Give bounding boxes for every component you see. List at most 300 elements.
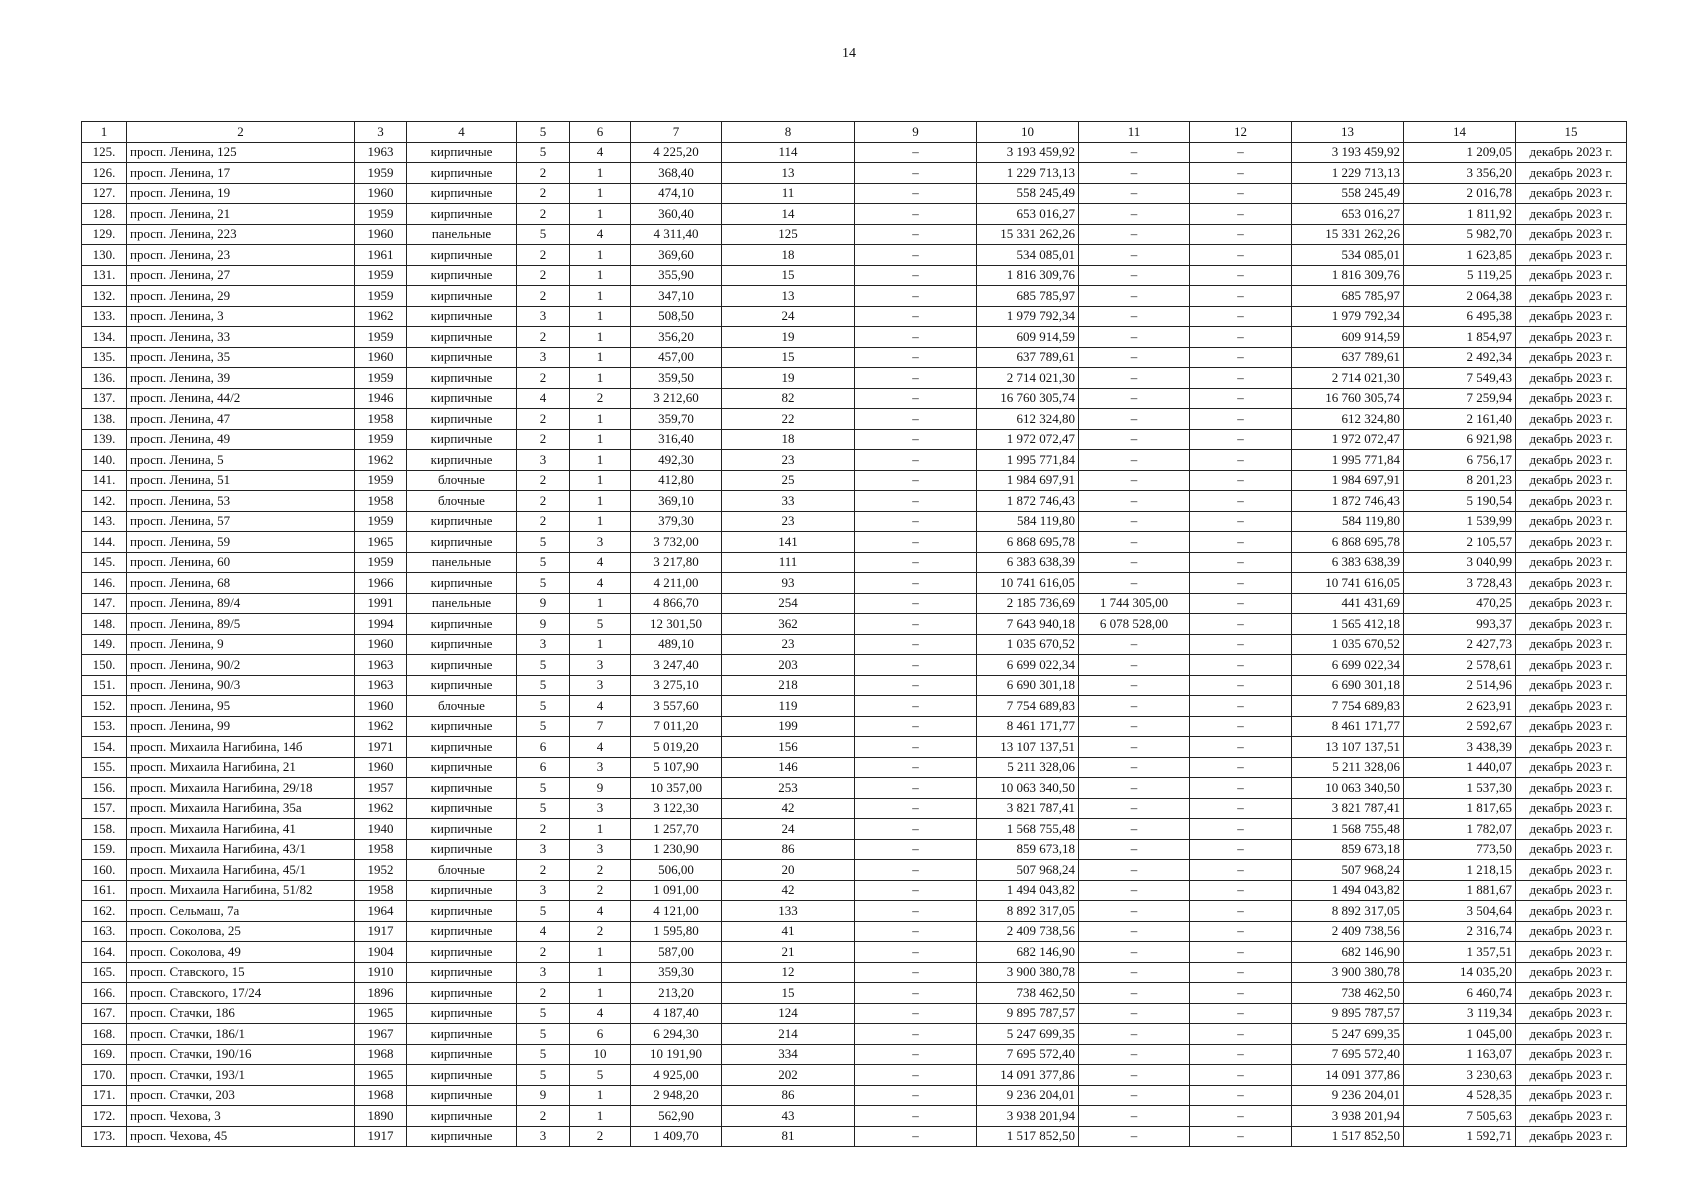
table-cell-col-15: декабрь 2023 г.	[1516, 224, 1627, 245]
table-cell-col-11: –	[1079, 347, 1190, 368]
table-cell-col-12: –	[1190, 634, 1292, 655]
table-row	[82, 224, 1627, 245]
table-cell-col-10: 2 714 021,30	[977, 368, 1079, 389]
table-cell-col-4: кирпичные	[407, 286, 517, 307]
table-cell-col-14: 3 230,63	[1404, 1065, 1516, 1086]
table-cell-col-13: 9 895 787,57	[1292, 1003, 1404, 1024]
column-header-11: 11	[1079, 122, 1190, 143]
table-row	[82, 409, 1627, 430]
table-cell-col-12: –	[1190, 204, 1292, 225]
table-cell-col-15: декабрь 2023 г.	[1516, 429, 1627, 450]
table-cell-col-12: –	[1190, 901, 1292, 922]
page-number: 14	[842, 46, 856, 61]
table-cell-col-9: –	[855, 614, 977, 635]
table-cell-col-11: –	[1079, 388, 1190, 409]
header-row	[82, 122, 1627, 143]
table-cell-col-7: 359,30	[631, 962, 722, 983]
table-cell-col-1: 144.	[82, 532, 127, 553]
table-cell-col-3: 1960	[355, 634, 407, 655]
table-cell-col-2: просп. Ленина, 99	[127, 716, 355, 737]
table-cell-col-13: 2 409 738,56	[1292, 921, 1404, 942]
table-cell-col-12: –	[1190, 142, 1292, 163]
table-cell-col-10: 9 895 787,57	[977, 1003, 1079, 1024]
table-cell-col-15: декабрь 2023 г.	[1516, 655, 1627, 676]
table-cell-col-12: –	[1190, 388, 1292, 409]
table-cell-col-1: 145.	[82, 552, 127, 573]
table-cell-col-12: –	[1190, 286, 1292, 307]
table-cell-col-13: 9 236 204,01	[1292, 1085, 1404, 1106]
table-cell-col-8: 199	[722, 716, 855, 737]
table-cell-col-7: 3 557,60	[631, 696, 722, 717]
table-cell-col-7: 492,30	[631, 450, 722, 471]
table-cell-col-5: 3	[517, 306, 570, 327]
table-row	[82, 429, 1627, 450]
table-cell-col-6: 5	[570, 1065, 631, 1086]
table-cell-col-10: 13 107 137,51	[977, 737, 1079, 758]
table-cell-col-1: 138.	[82, 409, 127, 430]
table-cell-col-12: –	[1190, 614, 1292, 635]
table-cell-col-6: 1	[570, 286, 631, 307]
table-cell-col-5: 2	[517, 368, 570, 389]
table-cell-col-12: –	[1190, 1126, 1292, 1147]
table-row	[82, 1065, 1627, 1086]
table-cell-col-2: просп. Стачки, 186/1	[127, 1024, 355, 1045]
table-cell-col-9: –	[855, 819, 977, 840]
table-cell-col-7: 369,10	[631, 491, 722, 512]
table-cell-col-3: 1968	[355, 1044, 407, 1065]
table-row	[82, 593, 1627, 614]
table-cell-col-9: –	[855, 593, 977, 614]
table-cell-col-8: 25	[722, 470, 855, 491]
table-cell-col-14: 1 045,00	[1404, 1024, 1516, 1045]
table-row	[82, 327, 1627, 348]
table-cell-col-10: 3 821 787,41	[977, 798, 1079, 819]
table-cell-col-8: 214	[722, 1024, 855, 1045]
table-cell-col-2: просп. Соколова, 49	[127, 942, 355, 963]
table-cell-col-15: декабрь 2023 г.	[1516, 839, 1627, 860]
table-cell-col-14: 6 495,38	[1404, 306, 1516, 327]
table-cell-col-5: 5	[517, 655, 570, 676]
table-cell-col-5: 9	[517, 593, 570, 614]
table-row	[82, 634, 1627, 655]
table-cell-col-1: 147.	[82, 593, 127, 614]
table-cell-col-13: 6 868 695,78	[1292, 532, 1404, 553]
table-cell-col-14: 5 190,54	[1404, 491, 1516, 512]
table-cell-col-12: –	[1190, 778, 1292, 799]
table-cell-col-4: кирпичные	[407, 962, 517, 983]
table-row	[82, 716, 1627, 737]
table-cell-col-14: 6 756,17	[1404, 450, 1516, 471]
table-cell-col-7: 1 257,70	[631, 819, 722, 840]
table-cell-col-1: 129.	[82, 224, 127, 245]
table-row	[82, 798, 1627, 819]
table-cell-col-3: 1962	[355, 798, 407, 819]
table-cell-col-15: декабрь 2023 г.	[1516, 163, 1627, 184]
table-cell-col-10: 6 690 301,18	[977, 675, 1079, 696]
table-cell-col-2: просп. Ленина, 44/2	[127, 388, 355, 409]
table-cell-col-9: –	[855, 511, 977, 532]
table-cell-col-1: 132.	[82, 286, 127, 307]
table-cell-col-7: 508,50	[631, 306, 722, 327]
table-row	[82, 737, 1627, 758]
table-cell-col-3: 1968	[355, 1085, 407, 1106]
table-cell-col-14: 5 119,25	[1404, 265, 1516, 286]
table-cell-col-3: 1910	[355, 962, 407, 983]
table-cell-col-9: –	[855, 409, 977, 430]
table-cell-col-4: блочные	[407, 491, 517, 512]
table-cell-col-1: 169.	[82, 1044, 127, 1065]
table-cell-col-7: 3 247,40	[631, 655, 722, 676]
table-cell-col-11: –	[1079, 1106, 1190, 1127]
table-cell-col-10: 584 119,80	[977, 511, 1079, 532]
table-cell-col-8: 14	[722, 204, 855, 225]
table-cell-col-6: 1	[570, 942, 631, 963]
table-cell-col-3: 1961	[355, 245, 407, 266]
table-cell-col-5: 2	[517, 819, 570, 840]
table-cell-col-10: 612 324,80	[977, 409, 1079, 430]
table-cell-col-9: –	[855, 450, 977, 471]
table-cell-col-5: 2	[517, 491, 570, 512]
table-cell-col-2: просп. Ленина, 60	[127, 552, 355, 573]
column-header-2: 2	[127, 122, 355, 143]
table-cell-col-4: панельные	[407, 593, 517, 614]
table-cell-col-15: декабрь 2023 г.	[1516, 142, 1627, 163]
table-cell-col-10: 6 868 695,78	[977, 532, 1079, 553]
table-cell-col-13: 6 690 301,18	[1292, 675, 1404, 696]
table-cell-col-14: 2 578,61	[1404, 655, 1516, 676]
table-cell-col-4: кирпичные	[407, 716, 517, 737]
table-cell-col-11: –	[1079, 1003, 1190, 1024]
table-cell-col-2: просп. Ленина, 90/2	[127, 655, 355, 676]
table-cell-col-15: декабрь 2023 г.	[1516, 880, 1627, 901]
table-cell-col-12: –	[1190, 183, 1292, 204]
table-cell-col-8: 43	[722, 1106, 855, 1127]
table-cell-col-14: 2 064,38	[1404, 286, 1516, 307]
table-cell-col-4: кирпичные	[407, 1024, 517, 1045]
table-cell-col-3: 1959	[355, 368, 407, 389]
table-cell-col-12: –	[1190, 1065, 1292, 1086]
table-cell-col-8: 334	[722, 1044, 855, 1065]
table-cell-col-11: –	[1079, 1126, 1190, 1147]
table-cell-col-3: 1965	[355, 1065, 407, 1086]
table-cell-col-2: просп. Михаила Нагибина, 51/82	[127, 880, 355, 901]
table-row	[82, 142, 1627, 163]
table-cell-col-1: 164.	[82, 942, 127, 963]
table-cell-col-11: –	[1079, 1065, 1190, 1086]
table-cell-col-15: декабрь 2023 г.	[1516, 819, 1627, 840]
table-cell-col-10: 1 035 670,52	[977, 634, 1079, 655]
table-cell-col-13: 584 119,80	[1292, 511, 1404, 532]
table-cell-col-8: 156	[722, 737, 855, 758]
table-cell-col-5: 5	[517, 778, 570, 799]
table-cell-col-8: 15	[722, 983, 855, 1004]
table-cell-col-13: 1 494 043,82	[1292, 880, 1404, 901]
table-cell-col-7: 3 275,10	[631, 675, 722, 696]
table-cell-col-15: декабрь 2023 г.	[1516, 183, 1627, 204]
table-row	[82, 962, 1627, 983]
table-cell-col-13: 1 035 670,52	[1292, 634, 1404, 655]
table-cell-col-1: 149.	[82, 634, 127, 655]
table-cell-col-9: –	[855, 778, 977, 799]
table-cell-col-3: 1963	[355, 675, 407, 696]
table-cell-col-2: просп. Михаила Нагибина, 43/1	[127, 839, 355, 860]
table-cell-col-7: 10 191,90	[631, 1044, 722, 1065]
table-cell-col-7: 4 225,20	[631, 142, 722, 163]
table-cell-col-4: кирпичные	[407, 163, 517, 184]
table-cell-col-6: 4	[570, 142, 631, 163]
table-cell-col-8: 93	[722, 573, 855, 594]
table-cell-col-2: просп. Михаила Нагибина, 45/1	[127, 860, 355, 881]
table-cell-col-8: 21	[722, 942, 855, 963]
table-cell-col-4: кирпичные	[407, 450, 517, 471]
table-cell-col-9: –	[855, 204, 977, 225]
table-cell-col-7: 355,90	[631, 265, 722, 286]
table-cell-col-14: 2 016,78	[1404, 183, 1516, 204]
table-row	[82, 183, 1627, 204]
table-cell-col-1: 158.	[82, 819, 127, 840]
table-cell-col-12: –	[1190, 409, 1292, 430]
table-cell-col-15: декабрь 2023 г.	[1516, 675, 1627, 696]
table-cell-col-11: –	[1079, 470, 1190, 491]
table-cell-col-13: 1 568 755,48	[1292, 819, 1404, 840]
table-cell-col-7: 6 294,30	[631, 1024, 722, 1045]
table-cell-col-3: 1917	[355, 1126, 407, 1147]
table-cell-col-9: –	[855, 1065, 977, 1086]
table-cell-col-10: 3 193 459,92	[977, 142, 1079, 163]
table-cell-col-13: 10 063 340,50	[1292, 778, 1404, 799]
table-cell-col-13: 1 979 792,34	[1292, 306, 1404, 327]
column-header-1: 1	[82, 122, 127, 143]
table-cell-col-10: 3 900 380,78	[977, 962, 1079, 983]
table-cell-col-9: –	[855, 265, 977, 286]
table-cell-col-10: 1 229 713,13	[977, 163, 1079, 184]
table-cell-col-13: 859 673,18	[1292, 839, 1404, 860]
table-cell-col-13: 3 193 459,92	[1292, 142, 1404, 163]
table-cell-col-13: 1 995 771,84	[1292, 450, 1404, 471]
table-cell-col-6: 1	[570, 368, 631, 389]
table-row	[82, 532, 1627, 553]
table-cell-col-4: кирпичные	[407, 306, 517, 327]
table-cell-col-12: –	[1190, 573, 1292, 594]
table-cell-col-11: –	[1079, 511, 1190, 532]
table-cell-col-8: 33	[722, 491, 855, 512]
table-cell-col-13: 2 714 021,30	[1292, 368, 1404, 389]
table-cell-col-10: 507 968,24	[977, 860, 1079, 881]
table-cell-col-9: –	[855, 224, 977, 245]
table-cell-col-6: 3	[570, 798, 631, 819]
table-cell-col-15: декабрь 2023 г.	[1516, 962, 1627, 983]
table-cell-col-9: –	[855, 183, 977, 204]
table-cell-col-13: 15 331 262,26	[1292, 224, 1404, 245]
table-cell-col-1: 173.	[82, 1126, 127, 1147]
table-cell-col-13: 1 972 072,47	[1292, 429, 1404, 450]
table-cell-col-8: 42	[722, 880, 855, 901]
table-cell-col-12: –	[1190, 1106, 1292, 1127]
table-cell-col-2: просп. Ленина, 19	[127, 183, 355, 204]
table-cell-col-12: –	[1190, 1024, 1292, 1045]
table-cell-col-4: кирпичные	[407, 942, 517, 963]
table-cell-col-9: –	[855, 306, 977, 327]
table-cell-col-1: 170.	[82, 1065, 127, 1086]
table-row	[82, 265, 1627, 286]
table-cell-col-10: 14 091 377,86	[977, 1065, 1079, 1086]
table-cell-col-10: 15 331 262,26	[977, 224, 1079, 245]
table-cell-col-11: –	[1079, 757, 1190, 778]
table-cell-col-3: 1965	[355, 532, 407, 553]
table-cell-col-11: –	[1079, 429, 1190, 450]
table-cell-col-5: 2	[517, 983, 570, 1004]
table-cell-col-11: –	[1079, 163, 1190, 184]
table-cell-col-11: –	[1079, 675, 1190, 696]
table-row	[82, 675, 1627, 696]
table-cell-col-11: –	[1079, 634, 1190, 655]
table-cell-col-13: 6 383 638,39	[1292, 552, 1404, 573]
table-cell-col-1: 160.	[82, 860, 127, 881]
table-cell-col-14: 6 921,98	[1404, 429, 1516, 450]
table-row	[82, 1003, 1627, 1024]
table-cell-col-14: 6 460,74	[1404, 983, 1516, 1004]
table-cell-col-11: –	[1079, 819, 1190, 840]
table-cell-col-9: –	[855, 942, 977, 963]
table-cell-col-13: 3 938 201,94	[1292, 1106, 1404, 1127]
table-cell-col-14: 1 881,67	[1404, 880, 1516, 901]
table-cell-col-3: 1962	[355, 306, 407, 327]
table-cell-col-3: 1952	[355, 860, 407, 881]
table-cell-col-9: –	[855, 388, 977, 409]
table-cell-col-2: просп. Ленина, 49	[127, 429, 355, 450]
table-cell-col-6: 1	[570, 409, 631, 430]
table-cell-col-7: 347,10	[631, 286, 722, 307]
table-cell-col-7: 587,00	[631, 942, 722, 963]
table-cell-col-12: –	[1190, 1044, 1292, 1065]
table-cell-col-11: –	[1079, 1044, 1190, 1065]
table-cell-col-14: 2 623,91	[1404, 696, 1516, 717]
table-cell-col-12: –	[1190, 798, 1292, 819]
table-cell-col-3: 1958	[355, 491, 407, 512]
table-cell-col-9: –	[855, 552, 977, 573]
table-cell-col-8: 23	[722, 511, 855, 532]
table-cell-col-5: 5	[517, 696, 570, 717]
table-cell-col-9: –	[855, 573, 977, 594]
table-cell-col-12: –	[1190, 532, 1292, 553]
table-cell-col-5: 5	[517, 532, 570, 553]
table-cell-col-2: просп. Сельмаш, 7а	[127, 901, 355, 922]
table-cell-col-6: 1	[570, 511, 631, 532]
table-cell-col-15: декабрь 2023 г.	[1516, 450, 1627, 471]
table-cell-col-7: 5 107,90	[631, 757, 722, 778]
table-cell-col-2: просп. Ленина, 89/4	[127, 593, 355, 614]
table-cell-col-9: –	[855, 1044, 977, 1065]
table-cell-col-11: –	[1079, 880, 1190, 901]
table-cell-col-11: –	[1079, 142, 1190, 163]
column-header-10: 10	[977, 122, 1079, 143]
table-cell-col-12: –	[1190, 491, 1292, 512]
table-cell-col-7: 1 409,70	[631, 1126, 722, 1147]
table-cell-col-3: 1965	[355, 1003, 407, 1024]
column-header-13: 13	[1292, 122, 1404, 143]
table-cell-col-7: 457,00	[631, 347, 722, 368]
table-cell-col-3: 1959	[355, 163, 407, 184]
table-cell-col-11: –	[1079, 1024, 1190, 1045]
table-cell-col-11: –	[1079, 204, 1190, 225]
table-cell-col-14: 1 440,07	[1404, 757, 1516, 778]
table-cell-col-9: –	[855, 368, 977, 389]
table-row	[82, 573, 1627, 594]
table-cell-col-9: –	[855, 901, 977, 922]
table-cell-col-13: 8 892 317,05	[1292, 901, 1404, 922]
table-cell-col-3: 1960	[355, 347, 407, 368]
table-cell-col-15: декабрь 2023 г.	[1516, 265, 1627, 286]
table-cell-col-10: 10 741 616,05	[977, 573, 1079, 594]
table-cell-col-11: –	[1079, 409, 1190, 430]
table-cell-col-9: –	[855, 757, 977, 778]
table-cell-col-11: –	[1079, 860, 1190, 881]
table-cell-col-11: –	[1079, 839, 1190, 860]
table-cell-col-7: 506,00	[631, 860, 722, 881]
table-cell-col-7: 3 212,60	[631, 388, 722, 409]
table-cell-col-6: 1	[570, 491, 631, 512]
column-header-8: 8	[722, 122, 855, 143]
table-cell-col-11: –	[1079, 983, 1190, 1004]
table-cell-col-14: 3 119,34	[1404, 1003, 1516, 1024]
table-cell-col-6: 1	[570, 593, 631, 614]
table-cell-col-4: кирпичные	[407, 183, 517, 204]
table-cell-col-1: 152.	[82, 696, 127, 717]
table-cell-col-5: 3	[517, 880, 570, 901]
table-cell-col-3: 1963	[355, 655, 407, 676]
table-cell-col-2: просп. Ленина, 57	[127, 511, 355, 532]
table-cell-col-4: блочные	[407, 860, 517, 881]
table-cell-col-9: –	[855, 429, 977, 450]
table-row	[82, 921, 1627, 942]
table-cell-col-10: 534 085,01	[977, 245, 1079, 266]
table-cell-col-9: –	[855, 983, 977, 1004]
table-cell-col-2: просп. Михаила Нагибина, 21	[127, 757, 355, 778]
table-cell-col-8: 13	[722, 286, 855, 307]
table-cell-col-15: декабрь 2023 г.	[1516, 573, 1627, 594]
table-cell-col-12: –	[1190, 552, 1292, 573]
table-cell-col-1: 126.	[82, 163, 127, 184]
table-cell-col-13: 1 816 309,76	[1292, 265, 1404, 286]
table-cell-col-14: 1 163,07	[1404, 1044, 1516, 1065]
table-cell-col-5: 2	[517, 245, 570, 266]
table-cell-col-5: 2	[517, 511, 570, 532]
table-cell-col-13: 13 107 137,51	[1292, 737, 1404, 758]
table-cell-col-7: 356,20	[631, 327, 722, 348]
table-cell-col-3: 1896	[355, 983, 407, 1004]
table-cell-col-10: 1 872 746,43	[977, 491, 1079, 512]
table-cell-col-12: –	[1190, 839, 1292, 860]
table-cell-col-15: декабрь 2023 г.	[1516, 204, 1627, 225]
table-cell-col-10: 3 938 201,94	[977, 1106, 1079, 1127]
table-cell-col-12: –	[1190, 675, 1292, 696]
table-cell-col-6: 4	[570, 737, 631, 758]
table-cell-col-11: –	[1079, 306, 1190, 327]
table-cell-col-4: кирпичные	[407, 1106, 517, 1127]
table-cell-col-4: кирпичные	[407, 1003, 517, 1024]
table-cell-col-3: 1971	[355, 737, 407, 758]
table-cell-col-14: 1 592,71	[1404, 1126, 1516, 1147]
table-cell-col-11: –	[1079, 491, 1190, 512]
table-row	[82, 552, 1627, 573]
table-cell-col-4: панельные	[407, 224, 517, 245]
table-cell-col-6: 1	[570, 347, 631, 368]
table-cell-col-14: 1 537,30	[1404, 778, 1516, 799]
table-cell-col-4: кирпичные	[407, 388, 517, 409]
table-cell-col-7: 10 357,00	[631, 778, 722, 799]
table-cell-col-1: 137.	[82, 388, 127, 409]
table-cell-col-15: декабрь 2023 г.	[1516, 798, 1627, 819]
